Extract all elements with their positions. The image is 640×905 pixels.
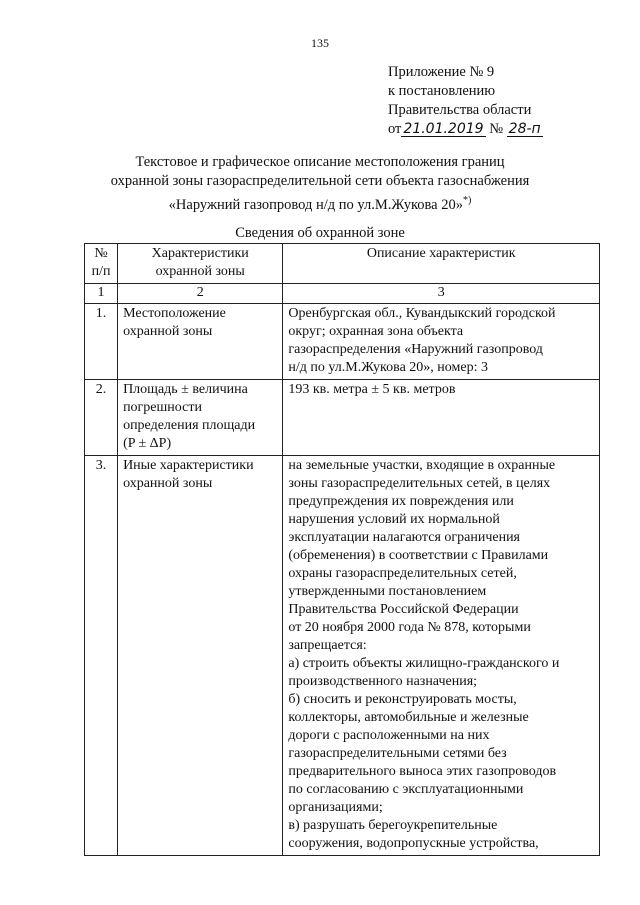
- header-characteristic-line-2: охранной зоны: [155, 264, 245, 279]
- appendix-line-3: Правительства области: [388, 102, 532, 118]
- header-characteristic-line-1: Характеристики: [151, 246, 249, 261]
- text-line: погрешности: [123, 400, 202, 415]
- text-line: утвержденными постановлением: [288, 584, 487, 599]
- text-line: Правительства Российской Федерации: [288, 602, 519, 617]
- number-prefix: №: [489, 121, 504, 137]
- section-subtitle: Сведения об охранной зоне: [235, 225, 405, 241]
- row-characteristic: [118, 304, 283, 380]
- header-number-line-2: п/п: [91, 264, 111, 279]
- title-line-1: Текстовое и графическое описание местоположения границ: [135, 154, 505, 170]
- protection-zone-table: [84, 243, 600, 856]
- header-description: Описание характеристик: [283, 244, 600, 284]
- text-line: охранной зоны: [123, 324, 213, 339]
- column-number: 3: [283, 284, 600, 304]
- text-line: производственного назначения;: [288, 674, 478, 689]
- column-number: 1: [85, 284, 118, 304]
- row-description: [283, 304, 600, 380]
- text-line: предупреждения их повреждения или: [288, 494, 514, 509]
- text-line: эксплуатации налагаются ограничения: [288, 530, 520, 545]
- text-line: сооружения, водопропускные устройства,: [288, 836, 539, 851]
- text-line: округ; охранная зона объекта: [288, 324, 464, 339]
- title-line-2: охранной зоны газораспределительной сети объекта газоснабжения: [110, 173, 530, 189]
- appendix-line-1: Приложение № 9: [388, 64, 495, 80]
- date-prefix: от: [388, 121, 402, 137]
- text-line: нарушения условий их нормальной: [288, 512, 500, 527]
- text-line: газораспределения «Наружний газопровод: [288, 342, 543, 357]
- page-number: 135: [311, 36, 329, 50]
- column-number-row: [85, 284, 600, 304]
- text-line: дороги с расположенными на них: [288, 728, 490, 743]
- table-header-row: [85, 244, 600, 284]
- text-line: Оренбургская обл., Кувандыкский городской: [288, 306, 556, 321]
- text-line: (обременения) в соответствии с Правилами: [288, 548, 549, 563]
- handwritten-number: 28-п: [508, 121, 541, 137]
- text-line: на земельные участки, входящие в охранные: [288, 458, 556, 473]
- table-row: [85, 456, 600, 856]
- text-line: Площадь ± величина: [123, 382, 248, 397]
- row-characteristic: [118, 380, 283, 456]
- row-number: 1.: [85, 304, 118, 380]
- text-line: газораспределительными сетями без: [288, 746, 507, 761]
- text-line: от 20 ноября 2000 года № 878, которыми: [288, 620, 531, 635]
- text-line: 193 кв. метра ± 5 кв. метров: [288, 382, 456, 397]
- appendix-date-line: [388, 120, 543, 139]
- header-number: [85, 244, 118, 284]
- text-line: а) строить объекты жилищно-гражданского и: [288, 656, 560, 671]
- text-line: Иные характеристики: [123, 458, 254, 473]
- header-characteristic: [118, 244, 283, 284]
- text-line: б) сносить и реконструировать мосты,: [288, 692, 517, 707]
- row-description: [283, 380, 600, 456]
- title-line-3-text: «Наружний газопровод н/д по ул.М.Жукова 20»: [168, 196, 463, 213]
- appendix-line-2: к постановлению: [388, 83, 496, 99]
- handwritten-date: 21.01.2019: [403, 121, 484, 137]
- row-number: 3.: [85, 456, 118, 856]
- header-number-line-1: №: [94, 246, 108, 261]
- column-number: 2: [118, 284, 283, 304]
- text-line: коллекторы, автомобильные и железные: [288, 710, 529, 725]
- text-line: зоны газораспределительных сетей, в целях: [288, 476, 551, 491]
- table-row: [85, 304, 600, 380]
- text-line: (P ± ΔP): [123, 436, 172, 451]
- table-row: [85, 380, 600, 456]
- appendix-block: [388, 63, 543, 139]
- text-line: предварительного выноса этих газопроводов: [288, 764, 557, 779]
- text-line: по согласованию с эксплуатационными: [288, 782, 524, 797]
- row-characteristic: [118, 456, 283, 856]
- text-line: охранной зоны: [123, 476, 213, 491]
- text-line: в) разрушать берегоукрепительные: [288, 818, 498, 833]
- title-line-3: [60, 191, 580, 215]
- text-line: Местоположение: [123, 306, 226, 321]
- text-line: организациями;: [288, 800, 383, 815]
- text-line: запрещается:: [288, 638, 367, 653]
- text-line: н/д по ул.М.Жукова 20», номер: 3: [288, 360, 488, 375]
- document-title: [60, 153, 580, 215]
- row-number: 2.: [85, 380, 118, 456]
- row-description: [283, 456, 600, 856]
- text-line: определения площади: [123, 418, 256, 433]
- footnote-mark: *): [462, 195, 472, 206]
- text-line: охраны газораспределительных сетей,: [288, 566, 517, 581]
